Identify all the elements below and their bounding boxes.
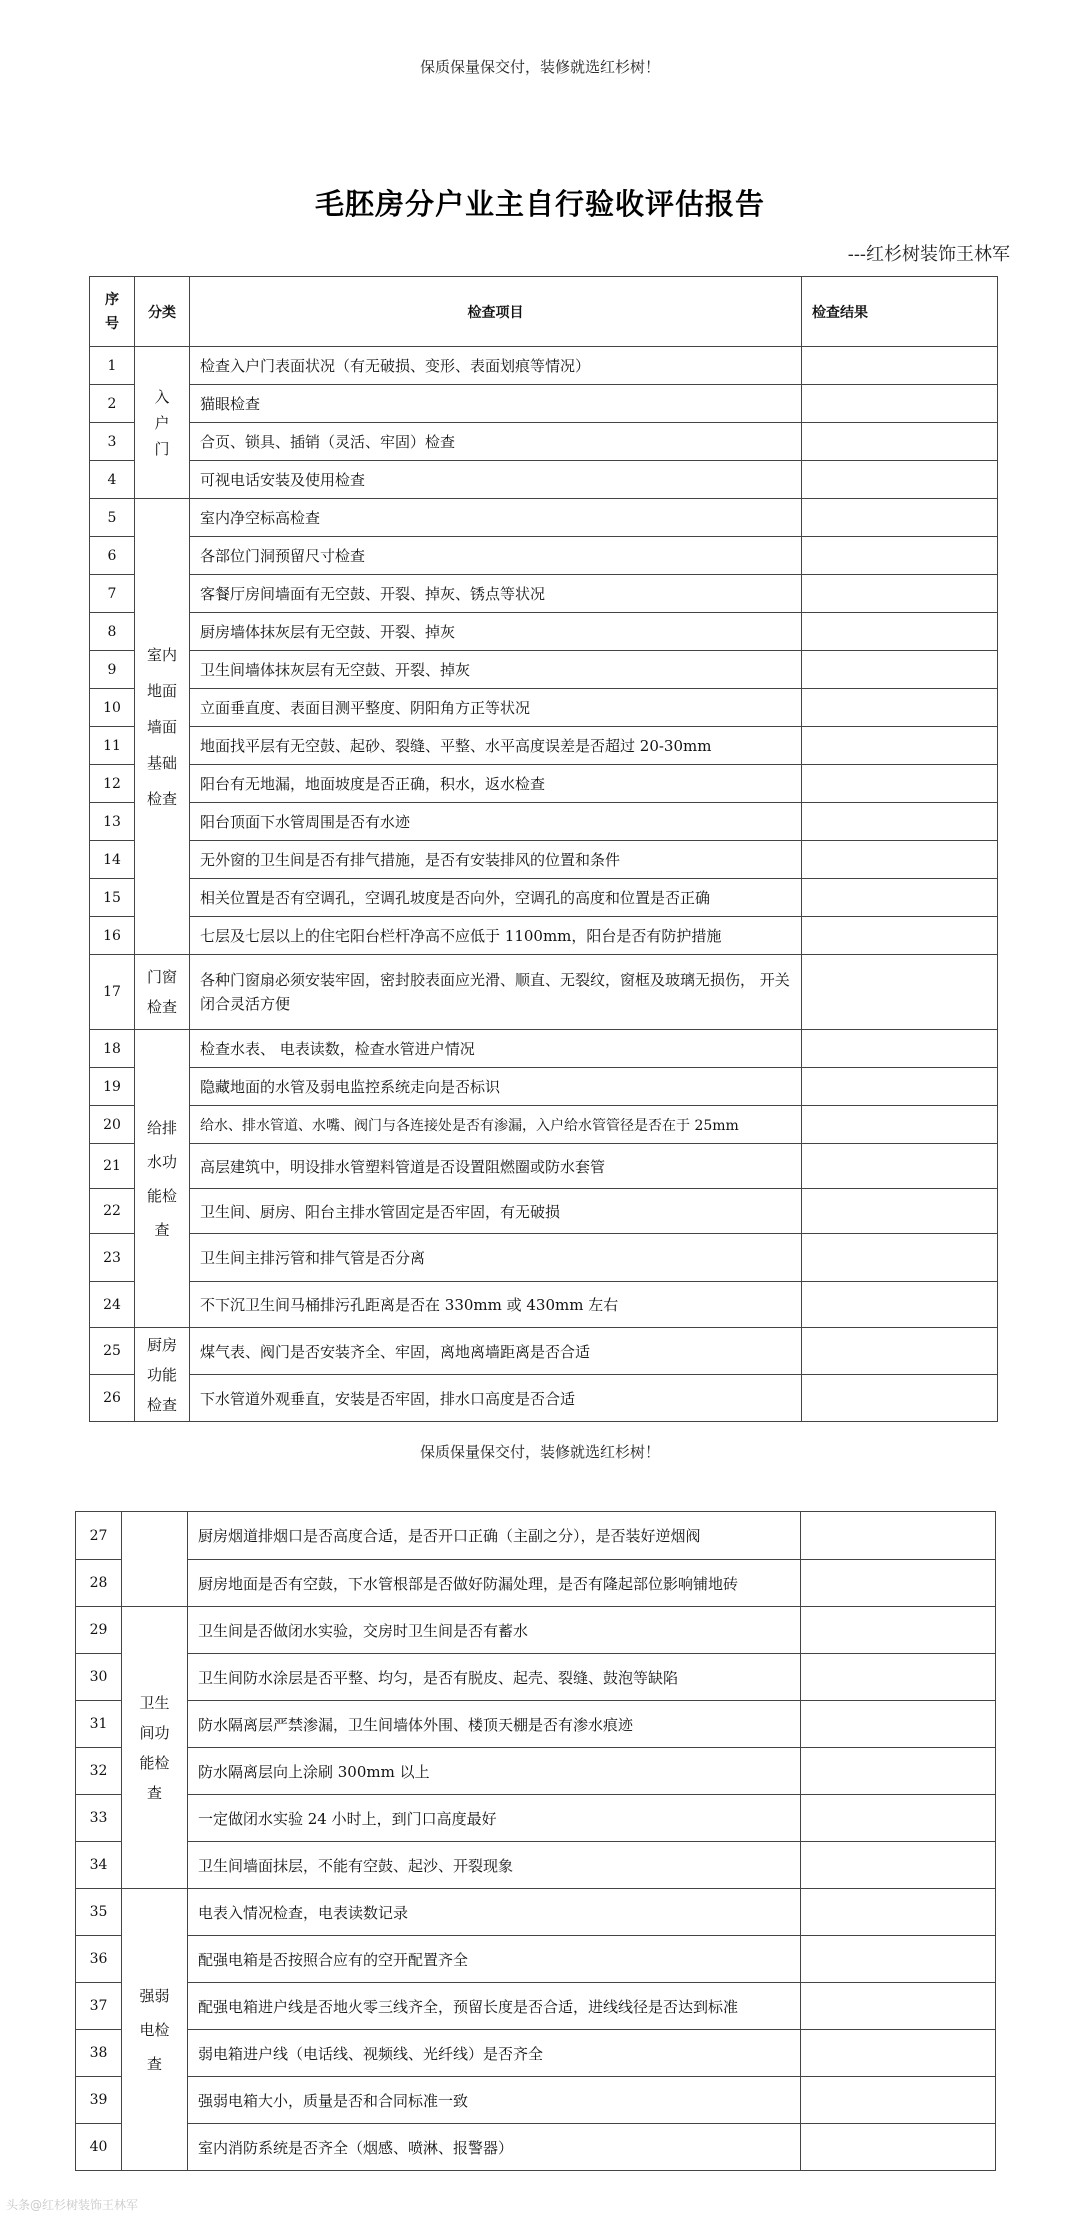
table-row (76, 1512, 996, 1560)
category-cell: 卫生 间功 能检 查 (122, 1607, 188, 1889)
result-cell[interactable] (801, 1512, 996, 1560)
row-no: 7 (90, 575, 135, 613)
row-no: 35 (76, 1889, 122, 1936)
footer-slogan: 保质保量保交付，装修就选红杉树！ (419, 1443, 660, 1461)
row-no: 14 (90, 841, 135, 879)
row-item: 卫生间、厨房、阳台主排水管固定是否牢固，有无破损 (190, 1189, 802, 1234)
result-cell[interactable] (801, 1842, 996, 1889)
inspection-table-page-2 (75, 1511, 996, 2171)
row-no: 15 (90, 879, 135, 917)
table-row (76, 2030, 996, 2077)
row-no: 36 (76, 1936, 122, 1983)
result-cell[interactable] (801, 1560, 996, 1607)
row-no: 18 (90, 1030, 135, 1068)
header-no: 序 号 (90, 277, 135, 347)
row-item: 防水隔离层向上涂刷 300mm 以上 (188, 1748, 801, 1795)
table-row (90, 499, 998, 537)
category-cell: 室内 地面 墙面 基础 检查 (135, 499, 190, 955)
result-cell[interactable] (801, 2124, 996, 2171)
row-no: 4 (90, 461, 135, 499)
row-item: 高层建筑中，明设排水管塑料管道是否设置阻燃圈或防水套管 (190, 1144, 802, 1189)
row-no: 38 (76, 2030, 122, 2077)
result-cell[interactable] (802, 423, 998, 461)
header-slogan: 保质保量保交付，装修就选红杉树！ (419, 58, 660, 76)
result-cell[interactable] (802, 955, 998, 1030)
result-cell[interactable] (802, 1068, 998, 1106)
result-cell[interactable] (802, 347, 998, 385)
row-item: 客餐厅房间墙面有无空鼓、开裂、掉灰、锈点等状况 (190, 575, 802, 613)
table-row (76, 1983, 996, 2030)
result-cell[interactable] (802, 1234, 998, 1282)
row-no: 33 (76, 1795, 122, 1842)
row-no: 22 (90, 1189, 135, 1234)
row-item: 煤气表、阀门是否安装齐全、牢固，离地离墙距离是否合适 (190, 1328, 802, 1375)
row-no: 17 (90, 955, 135, 1030)
row-item: 阳台有无地漏，地面坡度是否正确，积水，返水检查 (190, 765, 802, 803)
row-item: 卫生间防水涂层是否平整、均匀，是否有脱皮、起壳、裂缝、鼓泡等缺陷 (188, 1654, 801, 1701)
row-item: 相关位置是否有空调孔，空调孔坡度是否向外，空调孔的高度和位置是否正确 (190, 879, 802, 917)
result-cell[interactable] (801, 1607, 996, 1654)
result-cell[interactable] (802, 1328, 998, 1375)
row-no: 6 (90, 537, 135, 575)
row-no: 24 (90, 1282, 135, 1328)
row-item: 各种门窗扇必须安装牢固，密封胶表面应光滑、顺直、无裂纹，窗框及玻璃无损伤， 开关闭合灵活方便 (190, 955, 802, 1030)
row-item: 隐藏地面的水管及弱电监控系统走向是否标识 (190, 1068, 802, 1106)
table-row (76, 1795, 996, 1842)
row-item: 阳台顶面下水管周围是否有水迹 (190, 803, 802, 841)
row-item: 电表入情况检查，电表读数记录 (188, 1889, 801, 1936)
table-row (90, 765, 998, 803)
table-row (76, 1936, 996, 1983)
table-row (90, 1282, 998, 1328)
row-no: 27 (76, 1512, 122, 1560)
table-row (90, 841, 998, 879)
result-cell[interactable] (802, 575, 998, 613)
table-row (90, 955, 998, 1030)
result-cell[interactable] (802, 841, 998, 879)
result-cell[interactable] (802, 385, 998, 423)
category-cell: 门窗 检查 (135, 955, 190, 1030)
row-item: 防水隔离层严禁渗漏，卫生间墙体外围、楼顶天棚是否有渗水痕迹 (188, 1701, 801, 1748)
row-no: 12 (90, 765, 135, 803)
row-no: 26 (90, 1375, 135, 1422)
table-row (76, 1607, 996, 1654)
row-item: 猫眼检查 (190, 385, 802, 423)
row-item: 强弱电箱大小，质量是否和合同标准一致 (188, 2077, 801, 2124)
row-no: 8 (90, 613, 135, 651)
row-no: 2 (90, 385, 135, 423)
table-row (90, 689, 998, 727)
row-item: 可视电话安装及使用检查 (190, 461, 802, 499)
table-row (90, 1189, 998, 1234)
table-row (76, 1701, 996, 1748)
result-cell[interactable] (802, 1106, 998, 1144)
row-no: 37 (76, 1983, 122, 2030)
result-cell[interactable] (802, 651, 998, 689)
row-item: 厨房墙体抹灰层有无空鼓、开裂、掉灰 (190, 613, 802, 651)
table-row (90, 461, 998, 499)
table-row (76, 1560, 996, 1607)
row-item: 卫生间主排污管和排气管是否分离 (190, 1234, 802, 1282)
category-cell: 入 户 门 (135, 347, 190, 499)
table-row (76, 1748, 996, 1795)
result-cell[interactable] (802, 537, 998, 575)
result-cell[interactable] (801, 1889, 996, 1936)
row-no: 5 (90, 499, 135, 537)
result-cell[interactable] (802, 803, 998, 841)
row-item: 各部位门洞预留尺寸检查 (190, 537, 802, 575)
table-row (76, 1654, 996, 1701)
category-cell: 强弱 电检 查 (122, 1889, 188, 2171)
table-row (90, 1030, 998, 1068)
row-item: 合页、锁具、插销（灵活、牢固）检查 (190, 423, 802, 461)
table-row (90, 347, 998, 385)
row-no: 39 (76, 2077, 122, 2124)
row-no: 34 (76, 1842, 122, 1889)
table-row (90, 385, 998, 423)
result-cell[interactable] (801, 1701, 996, 1748)
row-no: 29 (76, 1607, 122, 1654)
row-item: 弱电箱进户线（电话线、视频线、光纤线）是否齐全 (188, 2030, 801, 2077)
result-cell[interactable] (801, 1795, 996, 1842)
row-no: 23 (90, 1234, 135, 1282)
result-cell[interactable] (801, 1654, 996, 1701)
result-cell[interactable] (801, 2030, 996, 2077)
row-item: 一定做闭水实验 24 小时上，到门口高度最好 (188, 1795, 801, 1842)
result-cell[interactable] (802, 613, 998, 651)
table-row (90, 1375, 998, 1422)
row-item: 七层及七层以上的住宅阳台栏杆净高不应低于 1100mm，阳台是否有防护措施 (190, 917, 802, 955)
table-row (90, 1234, 998, 1282)
table-row (90, 575, 998, 613)
row-no: 25 (90, 1328, 135, 1375)
table-row (90, 803, 998, 841)
result-cell[interactable] (801, 1748, 996, 1795)
table-row (90, 1106, 998, 1144)
row-item: 地面找平层有无空鼓、起砂、裂缝、平整、水平高度误差是否超过 20-30mm (190, 727, 802, 765)
table-row (90, 727, 998, 765)
result-cell[interactable] (802, 461, 998, 499)
table-row (76, 1842, 996, 1889)
result-cell[interactable] (801, 1936, 996, 1983)
row-item: 卫生间墙面抹层，不能有空鼓、起沙、开裂现象 (188, 1842, 801, 1889)
result-cell[interactable] (802, 765, 998, 803)
table-row (76, 1889, 996, 1936)
result-cell[interactable] (801, 1983, 996, 2030)
inspection-table-page-1 (89, 276, 998, 1422)
result-cell[interactable] (802, 879, 998, 917)
row-item: 配强电箱是否按照合应有的空开配置齐全 (188, 1936, 801, 1983)
table-row (90, 423, 998, 461)
header-result: 检查结果 (802, 277, 998, 347)
row-no: 32 (76, 1748, 122, 1795)
result-cell[interactable] (802, 1375, 998, 1422)
result-cell[interactable] (802, 1282, 998, 1328)
table-row (90, 537, 998, 575)
row-item: 配强电箱进户线是否地火零三线齐全，预留长度是否合适，进线线径是否达到标准 (188, 1983, 801, 2030)
row-no: 16 (90, 917, 135, 955)
row-item: 不下沉卫生间马桶排污孔距离是否在 330mm 或 430mm 左右 (190, 1282, 802, 1328)
row-no: 10 (90, 689, 135, 727)
row-no: 1 (90, 347, 135, 385)
row-no: 20 (90, 1106, 135, 1144)
category-cell: 给排 水功 能检 查 (135, 1030, 190, 1328)
table-row (76, 2124, 996, 2171)
result-cell[interactable] (801, 2077, 996, 2124)
row-item: 立面垂直度、表面目测平整度、阴阳角方正等状况 (190, 689, 802, 727)
table-row (90, 651, 998, 689)
result-cell[interactable] (802, 917, 998, 955)
row-no: 3 (90, 423, 135, 461)
table-row (90, 1144, 998, 1189)
row-no: 40 (76, 2124, 122, 2171)
row-no: 9 (90, 651, 135, 689)
table-row (90, 879, 998, 917)
row-item: 检查水表、 电表读数，检查水管进户情况 (190, 1030, 802, 1068)
row-item: 给水、排水管道、水嘴、阀门与各连接处是否有渗漏，入户给水管管径是否在于 25mm (190, 1106, 802, 1144)
table-row (76, 2077, 996, 2124)
row-no: 13 (90, 803, 135, 841)
row-item: 下水管道外观垂直，安装是否牢固，排水口高度是否合适 (190, 1375, 802, 1422)
category-cell: 厨房 功能 检查 (135, 1328, 190, 1422)
row-item: 厨房地面是否有空鼓，下水管根部是否做好防漏处理，是否有隆起部位影响铺地砖 (188, 1560, 801, 1607)
row-item: 室内消防系统是否齐全（烟感、喷淋、报警器） (188, 2124, 801, 2171)
row-no: 28 (76, 1560, 122, 1607)
row-no: 19 (90, 1068, 135, 1106)
report-title: 毛胚房分户业主自行验收评估报告 (314, 187, 765, 221)
category-cell (122, 1512, 188, 1607)
result-cell[interactable] (802, 1144, 998, 1189)
row-item: 卫生间墙体抹灰层有无空鼓、开裂、掉灰 (190, 651, 802, 689)
watermark: 头条@红杉树装饰王林军 (6, 2198, 139, 2212)
header-item: 检查项目 (190, 277, 802, 347)
result-cell[interactable] (802, 1030, 998, 1068)
row-item: 卫生间是否做闭水实验，交房时卫生间是否有蓄水 (188, 1607, 801, 1654)
table-row (90, 1068, 998, 1106)
row-no: 30 (76, 1654, 122, 1701)
row-item: 检查入户门表面状况（有无破损、变形、表面划痕等情况） (190, 347, 802, 385)
header-category: 分类 (135, 277, 190, 347)
table-row (90, 1328, 998, 1375)
table-header-row (90, 277, 998, 347)
row-item: 无外窗的卫生间是否有排气措施，是否有安装排风的位置和条件 (190, 841, 802, 879)
result-cell[interactable] (802, 689, 998, 727)
result-cell[interactable] (802, 499, 998, 537)
table-row (90, 917, 998, 955)
report-author: ---红杉树装饰王林军 (847, 244, 1010, 265)
table-row (90, 613, 998, 651)
row-no: 11 (90, 727, 135, 765)
row-item: 室内净空标高检查 (190, 499, 802, 537)
row-no: 31 (76, 1701, 122, 1748)
result-cell[interactable] (802, 1189, 998, 1234)
row-item: 厨房烟道排烟口是否高度合适，是否开口正确（主副之分），是否装好逆烟阀 (188, 1512, 801, 1560)
row-no: 21 (90, 1144, 135, 1189)
result-cell[interactable] (802, 727, 998, 765)
